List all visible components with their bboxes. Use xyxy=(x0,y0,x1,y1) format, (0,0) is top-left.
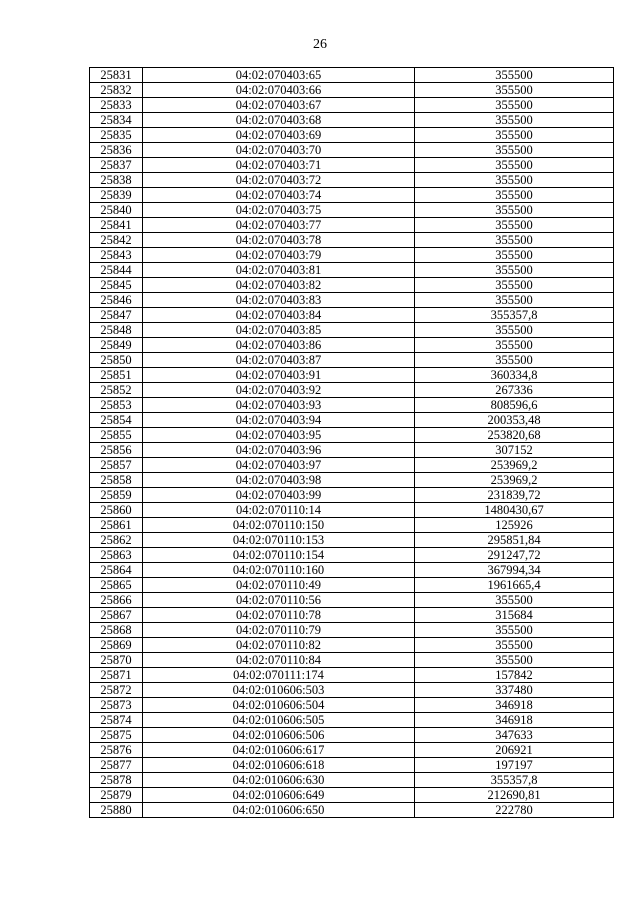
table-row xyxy=(90,713,614,728)
row-number-cell: 25869 xyxy=(90,638,143,653)
table-row xyxy=(90,233,614,248)
cadastral-value-cell: 222780 xyxy=(415,803,614,818)
cadastral-value-cell: 346918 xyxy=(415,698,614,713)
cadastral-number-cell: 04:02:070403:85 xyxy=(143,323,415,338)
cadastral-value-cell: 355500 xyxy=(415,263,614,278)
row-number-cell: 25864 xyxy=(90,563,143,578)
table-body xyxy=(90,68,614,818)
table-row xyxy=(90,128,614,143)
row-number-cell: 25874 xyxy=(90,713,143,728)
cadastral-number-cell: 04:02:070110:160 xyxy=(143,563,415,578)
row-number-cell: 25859 xyxy=(90,488,143,503)
row-number-cell: 25836 xyxy=(90,143,143,158)
table-row xyxy=(90,488,614,503)
cadastral-number-cell: 04:02:070403:99 xyxy=(143,488,415,503)
cadastral-number-cell: 04:02:070403:98 xyxy=(143,473,415,488)
cadastral-number-cell: 04:02:070403:97 xyxy=(143,458,415,473)
cadastral-value-cell: 355500 xyxy=(415,323,614,338)
table-row xyxy=(90,263,614,278)
row-number-cell: 25832 xyxy=(90,83,143,98)
table-row xyxy=(90,173,614,188)
row-number-cell: 25855 xyxy=(90,428,143,443)
table-row xyxy=(90,623,614,638)
table-row xyxy=(90,113,614,128)
row-number-cell: 25857 xyxy=(90,458,143,473)
table-row xyxy=(90,383,614,398)
cadastral-value-cell: 355500 xyxy=(415,653,614,668)
row-number-cell: 25861 xyxy=(90,518,143,533)
cadastral-number-cell: 04:02:070403:92 xyxy=(143,383,415,398)
table-row xyxy=(90,473,614,488)
row-number-cell: 25863 xyxy=(90,548,143,563)
cadastral-number-cell: 04:02:070110:150 xyxy=(143,518,415,533)
cadastral-number-cell: 04:02:010606:504 xyxy=(143,698,415,713)
cadastral-value-cell: 355500 xyxy=(415,68,614,83)
cadastral-value-cell: 212690,81 xyxy=(415,788,614,803)
cadastral-number-cell: 04:02:010606:630 xyxy=(143,773,415,788)
table-row xyxy=(90,653,614,668)
cadastral-value-cell: 808596,6 xyxy=(415,398,614,413)
cadastral-value-cell: 231839,72 xyxy=(415,488,614,503)
row-number-cell: 25878 xyxy=(90,773,143,788)
row-number-cell: 25843 xyxy=(90,248,143,263)
row-number-cell: 25865 xyxy=(90,578,143,593)
row-number-cell: 25852 xyxy=(90,383,143,398)
cadastral-value-cell: 355500 xyxy=(415,143,614,158)
cadastral-number-cell: 04:02:070110:84 xyxy=(143,653,415,668)
cadastral-number-cell: 04:02:010606:505 xyxy=(143,713,415,728)
cadastral-value-cell: 355500 xyxy=(415,293,614,308)
cadastral-value-cell: 197197 xyxy=(415,758,614,773)
table-row xyxy=(90,98,614,113)
row-number-cell: 25849 xyxy=(90,338,143,353)
row-number-cell: 25838 xyxy=(90,173,143,188)
cadastral-number-cell: 04:02:070403:81 xyxy=(143,263,415,278)
cadastral-number-cell: 04:02:070403:69 xyxy=(143,128,415,143)
cadastral-value-cell: 355500 xyxy=(415,98,614,113)
cadastral-number-cell: 04:02:070403:95 xyxy=(143,428,415,443)
table-row xyxy=(90,293,614,308)
cadastral-value-cell: 360334,8 xyxy=(415,368,614,383)
row-number-cell: 25875 xyxy=(90,728,143,743)
row-number-cell: 25868 xyxy=(90,623,143,638)
cadastral-number-cell: 04:02:070110:79 xyxy=(143,623,415,638)
table-row xyxy=(90,278,614,293)
cadastral-value-cell: 315684 xyxy=(415,608,614,623)
table-row xyxy=(90,533,614,548)
row-number-cell: 25834 xyxy=(90,113,143,128)
cadastral-number-cell: 04:02:070110:154 xyxy=(143,548,415,563)
cadastral-number-cell: 04:02:070403:74 xyxy=(143,188,415,203)
row-number-cell: 25837 xyxy=(90,158,143,173)
cadastral-number-cell: 04:02:070403:72 xyxy=(143,173,415,188)
table-row xyxy=(90,68,614,83)
table-row xyxy=(90,353,614,368)
cadastral-number-cell: 04:02:070403:86 xyxy=(143,338,415,353)
table-row xyxy=(90,368,614,383)
row-number-cell: 25872 xyxy=(90,683,143,698)
cadastral-value-cell: 355357,8 xyxy=(415,773,614,788)
table-row xyxy=(90,743,614,758)
table-row xyxy=(90,758,614,773)
table-row xyxy=(90,218,614,233)
cadastral-number-cell: 04:02:070403:84 xyxy=(143,308,415,323)
table-row xyxy=(90,773,614,788)
table-row xyxy=(90,548,614,563)
table-row xyxy=(90,158,614,173)
row-number-cell: 25876 xyxy=(90,743,143,758)
cadastral-number-cell: 04:02:070110:56 xyxy=(143,593,415,608)
cadastral-number-cell: 04:02:070111:174 xyxy=(143,668,415,683)
cadastral-value-cell: 355500 xyxy=(415,623,614,638)
cadastral-number-cell: 04:02:070403:71 xyxy=(143,158,415,173)
table-row xyxy=(90,308,614,323)
cadastral-value-cell: 355500 xyxy=(415,218,614,233)
row-number-cell: 25850 xyxy=(90,353,143,368)
cadastral-value-cell: 337480 xyxy=(415,683,614,698)
cadastral-value-cell: 367994,34 xyxy=(415,563,614,578)
table-row xyxy=(90,698,614,713)
row-number-cell: 25862 xyxy=(90,533,143,548)
cadastral-number-cell: 04:02:070110:78 xyxy=(143,608,415,623)
row-number-cell: 25867 xyxy=(90,608,143,623)
row-number-cell: 25870 xyxy=(90,653,143,668)
table-row xyxy=(90,428,614,443)
cadastral-number-cell: 04:02:070403:77 xyxy=(143,218,415,233)
cadastral-number-cell: 04:02:070403:70 xyxy=(143,143,415,158)
cadastral-number-cell: 04:02:070403:68 xyxy=(143,113,415,128)
cadastral-value-cell: 206921 xyxy=(415,743,614,758)
cadastral-number-cell: 04:02:070403:67 xyxy=(143,98,415,113)
row-number-cell: 25877 xyxy=(90,758,143,773)
table-row xyxy=(90,668,614,683)
cadastral-number-cell: 04:02:010606:503 xyxy=(143,683,415,698)
cadastral-value-cell: 307152 xyxy=(415,443,614,458)
row-number-cell: 25879 xyxy=(90,788,143,803)
cadastral-number-cell: 04:02:070110:82 xyxy=(143,638,415,653)
cadastral-number-cell: 04:02:070403:83 xyxy=(143,293,415,308)
row-number-cell: 25841 xyxy=(90,218,143,233)
cadastral-value-cell: 355500 xyxy=(415,128,614,143)
cadastral-number-cell: 04:02:010606:506 xyxy=(143,728,415,743)
row-number-cell: 25854 xyxy=(90,413,143,428)
cadastral-value-cell: 253969,2 xyxy=(415,458,614,473)
cadastral-value-cell: 291247,72 xyxy=(415,548,614,563)
page-number: 26 xyxy=(313,37,327,52)
row-number-cell: 25846 xyxy=(90,293,143,308)
row-number-cell: 25835 xyxy=(90,128,143,143)
cadastral-number-cell: 04:02:070403:65 xyxy=(143,68,415,83)
cadastral-value-cell: 355500 xyxy=(415,173,614,188)
cadastral-number-cell: 04:02:010606:617 xyxy=(143,743,415,758)
row-number-cell: 25873 xyxy=(90,698,143,713)
cadastral-value-cell: 346918 xyxy=(415,713,614,728)
cadastral-number-cell: 04:02:010606:649 xyxy=(143,788,415,803)
cadastral-value-cell: 125926 xyxy=(415,518,614,533)
table-row xyxy=(90,413,614,428)
table-row xyxy=(90,578,614,593)
cadastral-value-cell: 355500 xyxy=(415,338,614,353)
row-number-cell: 25831 xyxy=(90,68,143,83)
row-number-cell: 25880 xyxy=(90,803,143,818)
row-number-cell: 25871 xyxy=(90,668,143,683)
cadastral-value-cell: 355500 xyxy=(415,158,614,173)
cadastral-number-cell: 04:02:010606:650 xyxy=(143,803,415,818)
table-row xyxy=(90,398,614,413)
cadastral-number-cell: 04:02:010606:618 xyxy=(143,758,415,773)
row-number-cell: 25858 xyxy=(90,473,143,488)
cadastral-value-cell: 355500 xyxy=(415,248,614,263)
row-number-cell: 25833 xyxy=(90,98,143,113)
row-number-cell: 25847 xyxy=(90,308,143,323)
cadastral-value-cell: 355500 xyxy=(415,278,614,293)
cadastral-number-cell: 04:02:070403:79 xyxy=(143,248,415,263)
table-row xyxy=(90,458,614,473)
table-row xyxy=(90,593,614,608)
cadastral-number-cell: 04:02:070403:91 xyxy=(143,368,415,383)
row-number-cell: 25856 xyxy=(90,443,143,458)
cadastral-value-cell: 355500 xyxy=(415,188,614,203)
cadastral-value-cell: 355500 xyxy=(415,638,614,653)
row-number-cell: 25848 xyxy=(90,323,143,338)
cadastral-value-cell: 295851,84 xyxy=(415,533,614,548)
table-row xyxy=(90,788,614,803)
row-number-cell: 25851 xyxy=(90,368,143,383)
cadastral-value-table xyxy=(89,67,614,818)
cadastral-value-cell: 355500 xyxy=(415,203,614,218)
table-row xyxy=(90,518,614,533)
cadastral-value-cell: 347633 xyxy=(415,728,614,743)
row-number-cell: 25845 xyxy=(90,278,143,293)
row-number-cell: 25840 xyxy=(90,203,143,218)
cadastral-number-cell: 04:02:070403:94 xyxy=(143,413,415,428)
table-row xyxy=(90,203,614,218)
cadastral-number-cell: 04:02:070403:75 xyxy=(143,203,415,218)
row-number-cell: 25866 xyxy=(90,593,143,608)
table-row xyxy=(90,338,614,353)
row-number-cell: 25860 xyxy=(90,503,143,518)
cadastral-value-cell: 355500 xyxy=(415,113,614,128)
row-number-cell: 25839 xyxy=(90,188,143,203)
cadastral-value-cell: 157842 xyxy=(415,668,614,683)
table-row xyxy=(90,443,614,458)
cadastral-value-cell: 355500 xyxy=(415,83,614,98)
table-row xyxy=(90,728,614,743)
table-row xyxy=(90,503,614,518)
cadastral-number-cell: 04:02:070403:96 xyxy=(143,443,415,458)
cadastral-value-cell: 200353,48 xyxy=(415,413,614,428)
cadastral-value-cell: 355500 xyxy=(415,593,614,608)
table-row xyxy=(90,638,614,653)
table-row xyxy=(90,803,614,818)
cadastral-value-cell: 355357,8 xyxy=(415,308,614,323)
row-number-cell: 25853 xyxy=(90,398,143,413)
table-row xyxy=(90,248,614,263)
cadastral-number-cell: 04:02:070403:66 xyxy=(143,83,415,98)
cadastral-number-cell: 04:02:070403:78 xyxy=(143,233,415,248)
table-row xyxy=(90,608,614,623)
row-number-cell: 25842 xyxy=(90,233,143,248)
cadastral-value-cell: 253969,2 xyxy=(415,473,614,488)
cadastral-number-cell: 04:02:070403:87 xyxy=(143,353,415,368)
table-row xyxy=(90,188,614,203)
cadastral-value-cell: 355500 xyxy=(415,353,614,368)
row-number-cell: 25844 xyxy=(90,263,143,278)
cadastral-value-cell: 1961665,4 xyxy=(415,578,614,593)
cadastral-value-cell: 355500 xyxy=(415,233,614,248)
cadastral-value-cell: 1480430,67 xyxy=(415,503,614,518)
cadastral-number-cell: 04:02:070403:82 xyxy=(143,278,415,293)
cadastral-number-cell: 04:02:070403:93 xyxy=(143,398,415,413)
table-row xyxy=(90,323,614,338)
table-row xyxy=(90,83,614,98)
cadastral-number-cell: 04:02:070110:14 xyxy=(143,503,415,518)
cadastral-number-cell: 04:02:070110:49 xyxy=(143,578,415,593)
cadastral-value-cell: 267336 xyxy=(415,383,614,398)
table-row xyxy=(90,143,614,158)
table-row xyxy=(90,683,614,698)
table-row xyxy=(90,563,614,578)
cadastral-number-cell: 04:02:070110:153 xyxy=(143,533,415,548)
cadastral-value-cell: 253820,68 xyxy=(415,428,614,443)
